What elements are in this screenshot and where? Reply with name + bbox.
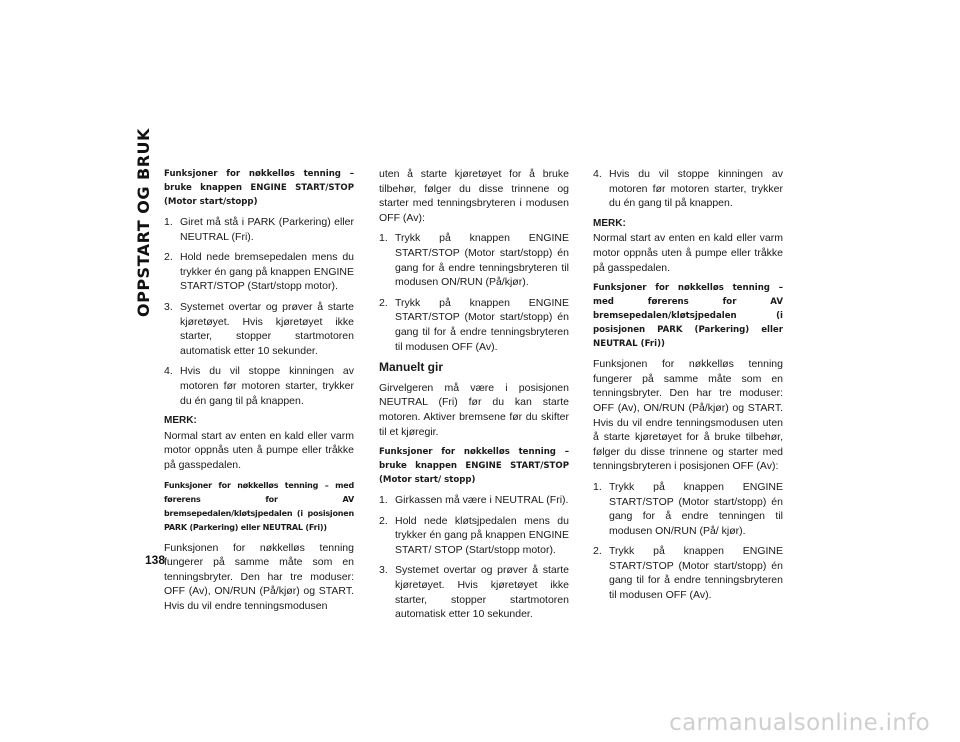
list-item-text: Trykk på knappen ENGINE START/STOP (Motor start/stopp) én gang for å endre tenningen til modusen ON/RUN (På/ kjør). — [609, 480, 783, 537]
list-item: 3. Systemet overtar og prøver å starte kjøretøyet. Hvis kjøretøyet ikke starter, stopper startmotoren automatisk etter 10 sekunder. — [164, 300, 354, 357]
subheading-keyless-accessory: Funksjoner for nøkkelløs tenning – med førerens for AV bremsepedalen/kløtsjpedalen (i posisjonen PARK (Parkering) eller NEUTRAL (Fri)) — [164, 480, 354, 532]
steps-list-manual — [379, 493, 569, 622]
subheading-keyless-start-manual: Funksjoner for nøkkelløs tenning – bruke knappen ENGINE START/STOP (Motor start/ stopp) — [379, 447, 569, 486]
section-side-tab — [134, 128, 158, 545]
list-item-text: Trykk på knappen ENGINE START/STOP (Motor start/stopp) én gang til for å endre tenningsbryteren til modusen OFF (Av). — [609, 545, 783, 602]
column-1 — [164, 167, 354, 619]
list-item-text: Hold nede bremsepedalen mens du trykker én gang på knappen ENGINE START/STOP (Start/stopp motor). — [180, 251, 354, 293]
list-item-text: Trykk på knappen ENGINE START/STOP (Motor start/stopp) én gang for å endre tenningsbryteren til modusen ON/RUN (På/kjør). — [395, 232, 569, 289]
list-item: 1. Giret må stå i PARK (Parkering) eller NEUTRAL (Fri). — [164, 216, 354, 243]
list-item-text: Girkassen må være i NEUTRAL (Fri). — [395, 494, 569, 507]
note-text: Normal start av enten en kald eller varm motor oppnås uten å pumpe eller tråkke på gasspedalen. — [164, 429, 354, 471]
list-item: 2. Trykk på knappen ENGINE START/STOP (Motor start/stopp) én gang til for å endre tenningsbryteren til modusen OFF (Av). — [379, 296, 569, 353]
list-item: 1. Trykk på knappen ENGINE START/STOP (Motor start/stopp) én gang for å endre tenningsbryteren til modusen ON/RUN (På/kjør). — [379, 232, 569, 289]
list-item: 2. Trykk på knappen ENGINE START/STOP (Motor start/stopp) én gang til for å endre tenningsbryteren til modusen OFF (Av). — [593, 545, 783, 602]
list-item-text: Giret må stå i PARK (Parkering) eller NEUTRAL (Fri). — [180, 216, 354, 243]
paragraph: uten å starte kjøretøyet for å bruke tilbehør, følger du disse trinnene og starter med tenningsbryteren i modusen OFF (Av): — [379, 168, 569, 224]
list-item: 1. Girkassen må være i NEUTRAL (Fri). — [379, 494, 569, 507]
list-item: 1. Trykk på knappen ENGINE START/STOP (Motor start/stopp) én gang for å endre tenningen til modusen ON/RUN (På/ kjør). — [593, 480, 783, 537]
steps-list-accessory-manual — [593, 480, 783, 603]
paragraph: Girvelgeren må være i posisjonen NEUTRAL (Fri) før du kan starte motoren. Aktiver bremsene før du skifter til et kjøregir. — [379, 381, 569, 438]
list-item-text: Systemet overtar og prøver å starte kjøretøyet. Hvis kjøretøyet ikke starter, stopper startmotoren automatisk etter 10 sekunder. — [395, 564, 569, 621]
section-title: OPPSTART OG BRUK — [134, 128, 153, 317]
steps-list-automatic — [164, 215, 354, 408]
column-3 — [593, 167, 783, 609]
note-text: Normal start av enten en kald eller varm motor oppnås uten å pumpe eller tråkke på gasspedalen. — [593, 232, 783, 274]
steps-list-continued — [593, 167, 783, 211]
list-item: 2. Hold nede bremsepedalen mens du trykker én gang på knappen ENGINE START/STOP (Start/stopp motor). — [164, 251, 354, 293]
list-item-text: Trykk på knappen ENGINE START/STOP (Motor start/stopp) én gang til for å endre tenningsbryteren til modusen OFF (Av). — [395, 296, 569, 353]
list-item: 2. Hold nede kløtsjpedalen mens du trykker én gang på knappen ENGINE START/ STOP (Start/stopp motor). — [379, 514, 569, 556]
note — [593, 217, 783, 275]
section-heading-manual: Manuelt gir — [379, 360, 444, 375]
list-item-text: Hvis du vil stoppe kinningen av motoren før motoren starter, trykker du én gang til på knappen. — [180, 365, 354, 407]
note — [164, 414, 354, 472]
subheading-keyless-start: Funksjoner for nøkkelløs tenning – bruke knappen ENGINE START/STOP (Motor start/stopp) — [164, 169, 354, 207]
list-item-text: Hold nede kløtsjpedalen mens du trykker én gang på knappen ENGINE START/ STOP (Start/stopp motor). — [395, 514, 569, 556]
watermark: carmanualsonline.info — [669, 710, 930, 736]
column-2 — [379, 167, 569, 628]
subheading-keyless-accessory-manual: Funksjoner for nøkkelløs tenning – med førerens for AV bremsepedalen/kløtsjpedalen (i posisjonen PARK (Parkering) eller NEUTRAL (Fri)) — [593, 283, 783, 350]
note-label: MERK: — [593, 217, 626, 229]
list-item: 4. Hvis du vil stoppe kinningen av motoren før motoren starter, trykker du én gang til på knappen. — [164, 365, 354, 407]
note-label: MERK: — [164, 415, 197, 427]
list-item-text: Hvis du vil stoppe kinningen av motoren før motoren starter, trykker du én gang til på knappen. — [609, 168, 783, 210]
paragraph: Funksjonen for nøkkelløs tenning fungerer på samme måte som en tenningsbryter. Den har tre moduser: OFF (Av), ON/RUN (På/kjør) og START. Hvis du vil endre tenningsmodusen uten å starte kjøretøyet for å bruke tilbehør, følger du disse trinnene og starter med tenningsbryteren i posisjonen OFF (Av): — [593, 358, 783, 473]
list-item: 3. Systemet overtar og prøver å starte kjøretøyet. Hvis kjøretøyet ikke starter, stopper startmotoren automatisk etter 10 sekunder. — [379, 564, 569, 621]
steps-list-accessory — [379, 231, 569, 354]
paragraph: Funksjonen for nøkkelløs tenning fungerer på samme måte som en tenningsbryter. Den har tre moduser: OFF (Av), ON/RUN (På/kjør) og START. Hvis du vil endre tenningsmodusen — [164, 541, 354, 612]
list-item: 4. Hvis du vil stoppe kinningen av motoren før motoren starter, trykker du én gang til på knappen. — [593, 168, 783, 210]
list-item-text: Systemet overtar og prøver å starte kjøretøyet. Hvis kjøretøyet ikke starter, stopper startmotoren automatisk etter 10 sekunder. — [180, 300, 354, 357]
page-number: 138 — [145, 553, 166, 567]
